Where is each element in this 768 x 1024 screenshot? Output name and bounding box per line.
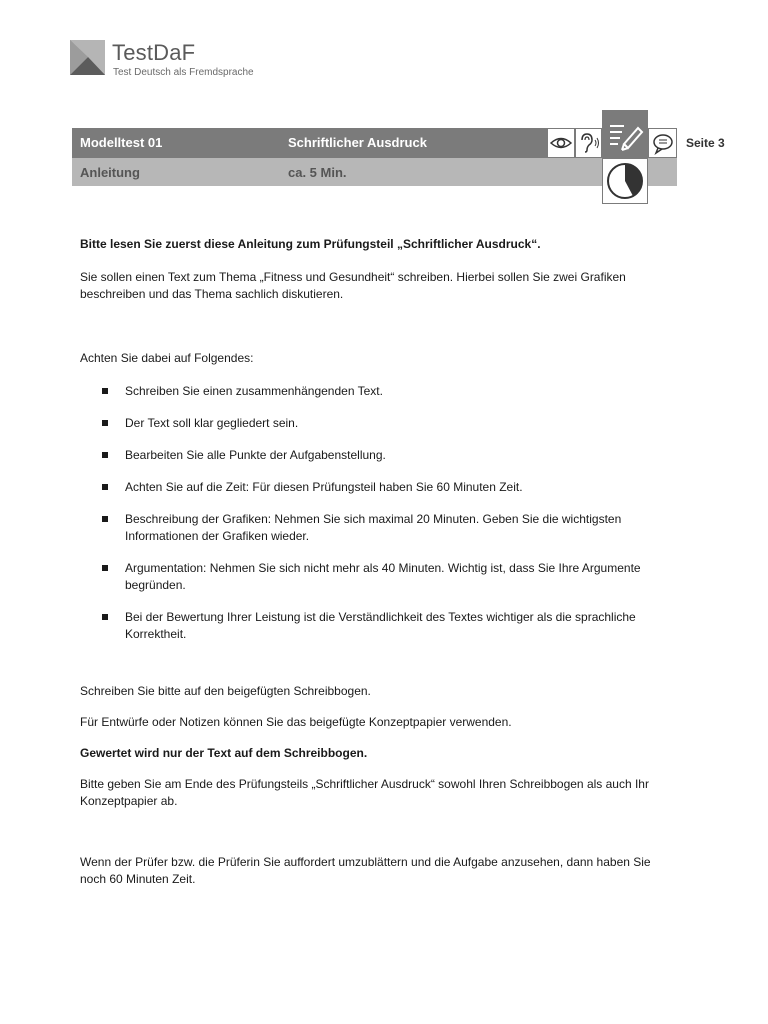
instructions-content xyxy=(80,236,670,888)
brand-subtitle: Test Deutsch als Fremdsprache xyxy=(113,67,254,78)
writing-section-box-active xyxy=(602,110,648,158)
list-item: Bei der Bewertung Ihrer Leistung ist die Verständlichkeit des Textes wichtiger als die sprachliche Korrektheit. xyxy=(80,609,670,643)
header-bar-bottom xyxy=(72,158,602,186)
list-item: Der Text soll klar gegliedert sein. xyxy=(80,415,670,432)
paragraph-time: Wenn der Prüfer bzw. die Prüferin Sie auffordert umzublättern und die Aufgabe anzusehen, dann haben Sie noch 60 Minuten Zeit. xyxy=(80,855,651,886)
page-number: Seite 3 xyxy=(686,136,725,150)
duration: ca. 5 Min. xyxy=(288,165,347,180)
part-name: Anleitung xyxy=(80,165,140,180)
instruction-list xyxy=(80,383,670,643)
clock-icon xyxy=(603,159,647,203)
speaking-section-box xyxy=(648,128,677,158)
paragraph-evaluation-note: Gewertet wird nur der Text auf dem Schreibbogen. xyxy=(80,746,368,760)
ear-icon xyxy=(576,129,601,157)
section-name: Schriftlicher Ausdruck xyxy=(288,135,427,150)
brand-title: TestDaF xyxy=(112,40,196,65)
speech-bubble-icon xyxy=(649,129,676,157)
list-item: Bearbeiten Sie alle Punkte der Aufgabenstellung. xyxy=(80,447,670,464)
paragraph-writing-sheet: Schreiben Sie bitte auf den beigefügten Schreibbogen. xyxy=(80,684,371,698)
triangle-logo-icon xyxy=(70,40,105,75)
eye-icon xyxy=(548,129,574,157)
list-heading: Achten Sie dabei auf Folgendes: xyxy=(80,351,254,365)
brand-logo xyxy=(70,40,330,80)
time-section-box xyxy=(602,158,648,204)
header-bar-bottom-tail xyxy=(648,158,677,186)
reading-section-box xyxy=(547,128,575,158)
test-name: Modelltest 01 xyxy=(80,135,163,150)
list-item: Schreiben Sie einen zusammenhängenden Text. xyxy=(80,383,670,400)
writing-pen-icon xyxy=(602,110,648,158)
paragraph-submit: Bitte geben Sie am Ende des Prüfungsteils „Schriftlicher Ausdruck“ sowohl Ihren Schreibbogen als auch Ihr Konzeptpapier ab. xyxy=(80,777,649,808)
list-item: Achten Sie auf die Zeit: Für diesen Prüfungsteil haben Sie 60 Minuten Zeit. xyxy=(80,479,670,496)
intro-text: Sie sollen einen Text zum Thema „Fitness und Gesundheit“ schreiben. Hierbei sollen Sie zwei Grafiken beschreiben und das Thema sachlich diskutieren. xyxy=(80,270,626,301)
listening-section-box xyxy=(575,128,602,158)
list-item: Argumentation: Nehmen Sie sich nicht mehr als 40 Minuten. Wichtig ist, dass Sie Ihre Argumente begründen. xyxy=(80,560,670,594)
list-item: Beschreibung der Grafiken: Nehmen Sie sich maximal 20 Minuten. Geben Sie die wichtigsten Informationen der Grafiken wieder. xyxy=(80,511,670,545)
header-bar-top xyxy=(72,128,547,158)
paragraph-draft-paper: Für Entwürfe oder Notizen können Sie das beigefügte Konzeptpapier verwenden. xyxy=(80,715,512,729)
intro-heading: Bitte lesen Sie zuerst diese Anleitung zum Prüfungsteil „Schriftlicher Ausdruck“. xyxy=(80,237,541,251)
